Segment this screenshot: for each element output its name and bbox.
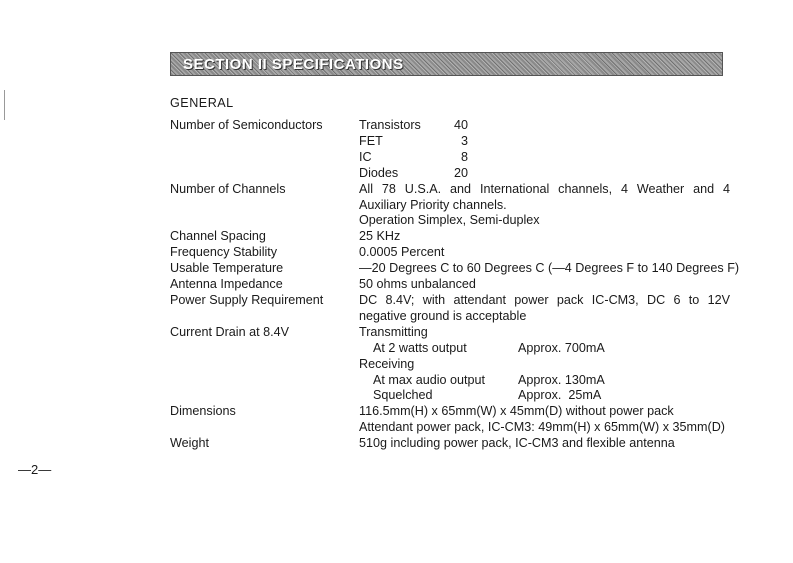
specifications-list — [170, 118, 740, 452]
spec-value — [359, 118, 730, 182]
spec-channel-spacing — [170, 229, 730, 245]
spec-label: Number of Semiconductors — [170, 118, 323, 132]
spec-label: Number of Channels — [170, 181, 286, 196]
spec-power-supply — [170, 293, 730, 325]
current-value: Approx. 700mA — [518, 340, 605, 355]
semi-count: 40 — [453, 118, 468, 132]
receiving-heading: Receiving — [359, 356, 415, 371]
spec-value: 50 ohms unbalanced — [359, 277, 476, 292]
spec-antenna-impedance — [170, 277, 730, 293]
current-condition: Squelched — [373, 388, 433, 403]
semi-count: 3 — [460, 133, 468, 148]
page-number: —2— — [18, 462, 52, 477]
spec-channels — [170, 182, 730, 230]
spec-value — [359, 293, 730, 325]
current-condition: At 2 watts output — [373, 340, 467, 355]
general-heading: GENERAL — [170, 96, 234, 110]
current-condition: At max audio output — [373, 372, 486, 387]
semi-name: Diodes — [359, 165, 399, 180]
semiconductor-row — [359, 134, 730, 150]
spec-current-drain — [170, 325, 730, 405]
spec-frequency-stability — [170, 245, 730, 261]
semi-count: 8 — [460, 149, 468, 164]
spec-label: Channel Spacing — [170, 229, 266, 244]
section-title: SECTION II SPECIFICATIONS — [183, 56, 404, 73]
spec-value: —20 Degrees C to 60 Degrees C (—4 Degrees F to 140 Degrees F) — [359, 261, 740, 276]
spec-label: Weight — [170, 436, 209, 451]
spec-value: 25 KHz — [359, 229, 401, 244]
spec-usable-temperature — [170, 261, 740, 277]
current-row — [359, 341, 730, 357]
semi-count: 20 — [453, 165, 468, 180]
spec-line: All 78 U.S.A. and International channels, 4 Weather and 4 — [359, 181, 730, 196]
transmitting-heading: Transmitting — [359, 324, 428, 339]
spec-label: Dimensions — [170, 404, 236, 419]
spec-line: Operation Simplex, Semi-duplex — [359, 213, 540, 228]
current-row — [359, 388, 730, 404]
spec-weight — [170, 436, 730, 452]
spec-label: Current Drain at 8.4V — [170, 324, 289, 339]
spec-label: Usable Temperature — [170, 261, 284, 276]
spec-line: DC 8.4V; with attendant power pack IC-CM3, DC 6 to 12V — [359, 292, 730, 307]
spec-value — [359, 182, 730, 230]
spec-value: 510g including power pack, IC-CM3 and flexible antenna — [359, 436, 675, 451]
semi-name: FET — [359, 133, 383, 148]
spec-semiconductors — [170, 118, 730, 182]
semi-name: Transistors — [359, 118, 421, 132]
section-header-band — [170, 52, 723, 76]
current-value: Approx. 25mA — [518, 388, 602, 403]
spec-line: negative ground is acceptable — [359, 308, 527, 323]
spec-label: Power Supply Requirement — [170, 292, 324, 307]
spec-label: Frequency Stability — [170, 245, 278, 260]
semiconductor-row — [359, 118, 730, 134]
spec-line: Attendant power pack, IC-CM3: 49mm(H) x 65mm(W) x 35mm(D) — [359, 420, 725, 435]
semi-name: IC — [359, 149, 372, 164]
spec-line: Auxiliary Priority channels. — [359, 197, 507, 212]
spec-value — [359, 404, 730, 436]
spec-label: Antenna Impedance — [170, 277, 283, 292]
spec-line: 116.5mm(H) x 65mm(W) x 45mm(D) without power pack — [359, 404, 674, 419]
semiconductor-row — [359, 150, 730, 166]
current-row — [359, 373, 730, 389]
semiconductor-row — [359, 166, 730, 182]
spec-dimensions — [170, 404, 730, 436]
spec-value: 0.0005 Percent — [359, 245, 445, 260]
scan-margin-line — [4, 90, 5, 120]
current-value: Approx. 130mA — [518, 372, 605, 387]
spec-value — [359, 325, 730, 405]
